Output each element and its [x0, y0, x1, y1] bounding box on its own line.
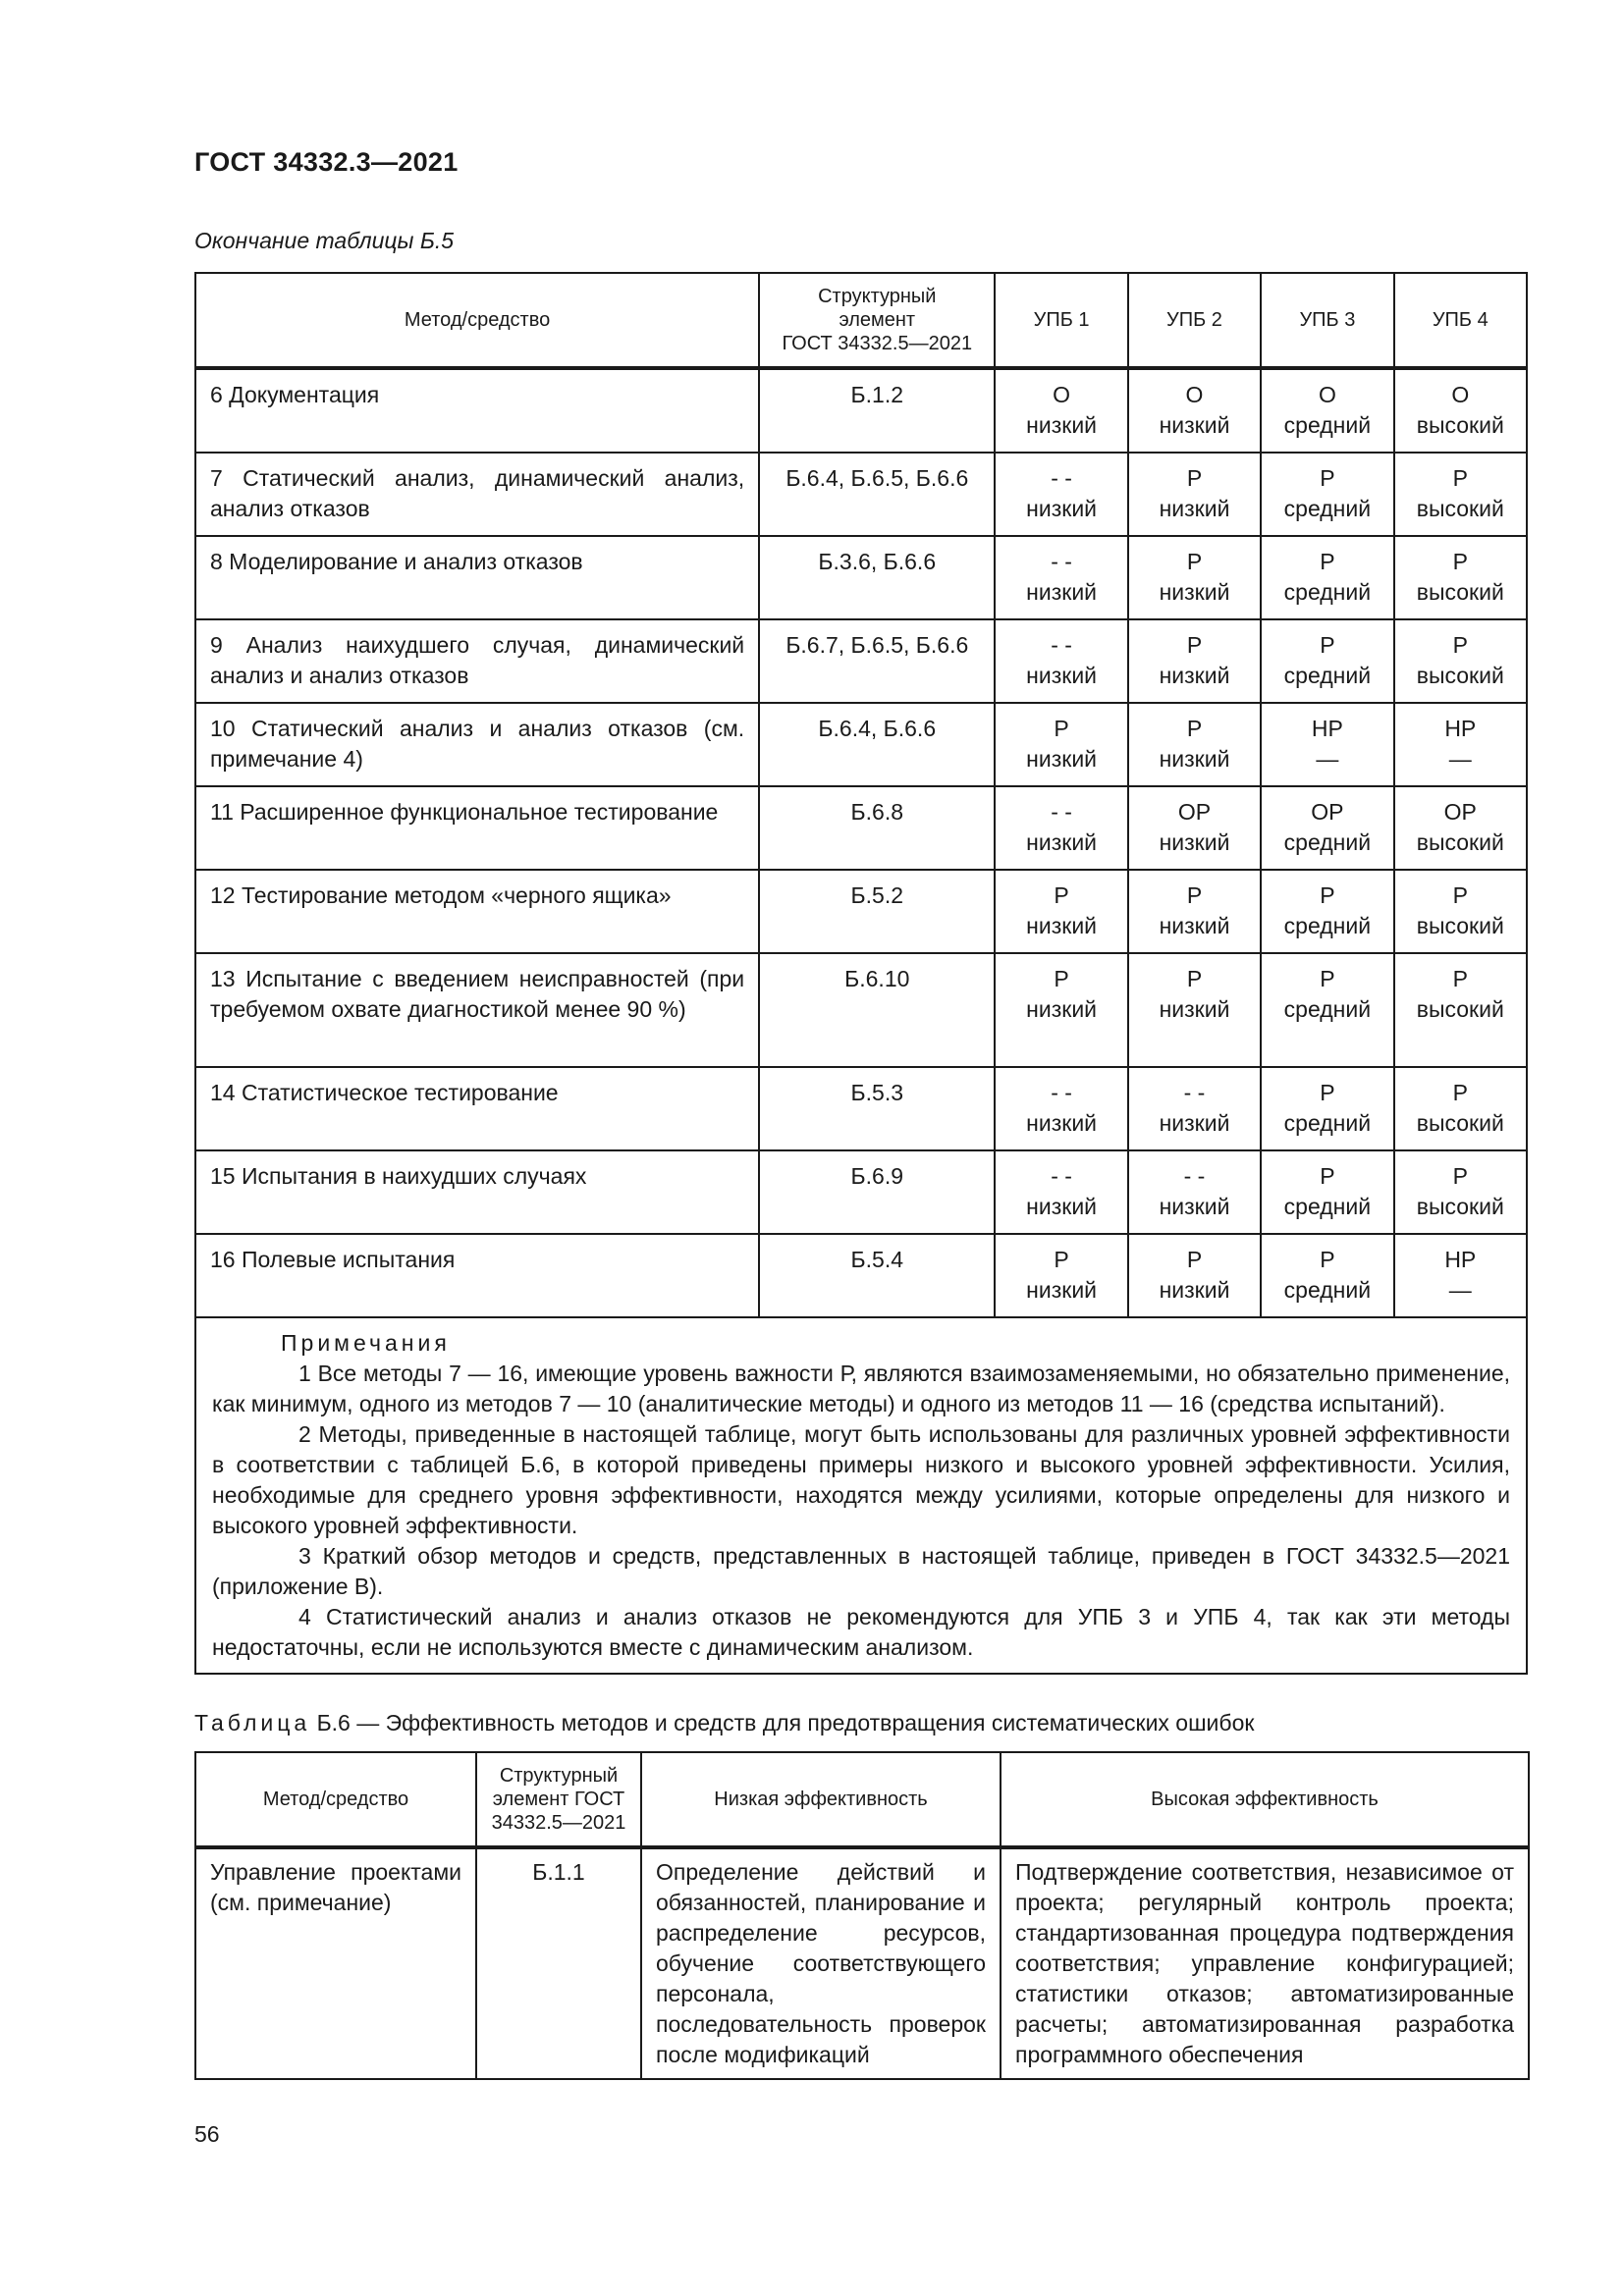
upb3-cell [1261, 1150, 1393, 1234]
importance-level: Р [1320, 465, 1335, 491]
method-cell: 15 Испытания в наихудших случаях [195, 1150, 759, 1234]
upb1-cell [995, 786, 1127, 870]
importance-level: - - [1051, 799, 1072, 825]
effectiveness-level: низкий [1026, 913, 1098, 938]
importance-level: Р [1054, 966, 1069, 991]
upb2-cell [1128, 368, 1261, 453]
upb1-cell [995, 536, 1127, 619]
importance-level: Р [1452, 1163, 1468, 1189]
column-header-method: Метод/средство [195, 273, 759, 368]
method-cell: 6 Документация [195, 368, 759, 453]
effectiveness-level: низкий [1026, 1277, 1098, 1303]
importance-level: Р [1452, 549, 1468, 574]
upb4-cell [1394, 1234, 1527, 1317]
importance-level: Р [1452, 882, 1468, 908]
upb1-cell [995, 953, 1127, 1067]
upb1-cell [995, 368, 1127, 453]
effectiveness-level: низкий [1159, 746, 1230, 772]
effectiveness-level: средний [1283, 579, 1372, 605]
effectiveness-level: средний [1283, 913, 1372, 938]
element-cell: Б.6.8 [759, 786, 995, 870]
importance-level: Р [1054, 1247, 1069, 1272]
effectiveness-level: — [1448, 1277, 1472, 1303]
upb1-cell [995, 453, 1127, 536]
importance-level: Р [1054, 882, 1069, 908]
table-continuation-caption: Окончание таблицы Б.5 [194, 228, 455, 253]
element-cell: Б.1.2 [759, 368, 995, 453]
table-row [195, 1067, 1527, 1150]
importance-level: Р [1452, 632, 1468, 658]
element-cell: Б.6.7, Б.6.5, Б.6.6 [759, 619, 995, 703]
effectiveness-level: низкий [1026, 996, 1098, 1022]
method-cell: 16 Полевые испытания [195, 1234, 759, 1317]
method-cell: 8 Моделирование и анализ отказов [195, 536, 759, 619]
upb4-cell [1394, 953, 1527, 1067]
upb3-cell [1261, 703, 1393, 786]
upb4-cell [1394, 870, 1527, 953]
element-cell: Б.5.2 [759, 870, 995, 953]
importance-level: ОР [1311, 799, 1344, 825]
upb1-cell [995, 1067, 1127, 1150]
importance-level: Р [1320, 966, 1335, 991]
upb3-cell [1261, 1067, 1393, 1150]
importance-level: НР [1311, 716, 1343, 741]
notes-title: Примечания [281, 1330, 451, 1356]
note-item: 4 Статистический анализ и анализ отказов не рекомендуются для УПБ 3 и УПБ 4, так как эти методы недостаточны, если не используются вместе с динамическим анализом. [212, 1604, 1510, 1660]
upb1-cell [995, 1150, 1127, 1234]
element-cell: Б.6.4, Б.6.6 [759, 703, 995, 786]
upb3-cell [1261, 1234, 1393, 1317]
importance-level: ОР [1177, 799, 1212, 825]
importance-level: Р [1186, 716, 1203, 741]
element-cell: Б.1.1 [476, 1847, 641, 2079]
column-header-element-line: ГОСТ 34332.5—2021 [782, 333, 973, 354]
method-cell: 9 Анализ наихудшего случая, динамический анализ и анализ отказов [195, 619, 759, 703]
effectiveness-level: высокий [1416, 913, 1504, 938]
effectiveness-level: средний [1283, 996, 1372, 1022]
element-cell: Б.6.10 [759, 953, 995, 1067]
table-b5-notes-row [195, 1317, 1527, 1674]
upb1-cell [995, 1234, 1127, 1317]
importance-level: Р [1186, 1247, 1203, 1272]
effectiveness-level: средний [1283, 663, 1372, 688]
effectiveness-level: высокий [1416, 579, 1504, 605]
effectiveness-level: средний [1283, 829, 1372, 855]
importance-level: Р [1186, 465, 1203, 491]
effectiveness-level: высокий [1416, 1110, 1504, 1136]
importance-level: О [1053, 382, 1071, 407]
upb4-cell [1394, 1150, 1527, 1234]
column-header-structural-element [759, 273, 995, 368]
note-item: 3 Краткий обзор методов и средств, представленных в настоящей таблице, приведен в ГОСТ 34332.5—2021 (приложение В). [212, 1543, 1510, 1599]
effectiveness-level: низкий [1159, 1194, 1230, 1219]
effectiveness-level: средний [1283, 496, 1372, 521]
note-item: 1 Все методы 7 — 16, имеющие уровень важности Р, являются взаимозаменяемыми, но обязательно применение, как минимум, одного из методов 7 — 10 (аналитические методы) и одного из методов 11 — 16 (средства испытаний). [212, 1361, 1510, 1416]
importance-level: ОР [1443, 799, 1477, 825]
element-cell: Б.5.4 [759, 1234, 995, 1317]
notes-cell [195, 1317, 1527, 1674]
column-header-high-effectiveness: Высокая эффективность [1001, 1752, 1529, 1847]
importance-level: - - [1051, 632, 1072, 658]
upb2-cell [1128, 536, 1261, 619]
effectiveness-level: низкий [1159, 1110, 1230, 1136]
importance-level: Р [1054, 716, 1069, 741]
upb2-cell [1128, 1150, 1261, 1234]
column-header-element-line: Структурный [818, 286, 937, 307]
table-row [195, 953, 1527, 1067]
method-cell: 12 Тестирование методом «черного ящика» [195, 870, 759, 953]
upb2-cell [1128, 786, 1261, 870]
importance-level: Р [1320, 1163, 1335, 1189]
table-b6-header-row [195, 1752, 1529, 1847]
upb2-cell [1128, 953, 1261, 1067]
importance-level: НР [1444, 1247, 1477, 1272]
table-b5 [194, 272, 1528, 1675]
effectiveness-level: низкий [1026, 579, 1098, 605]
table-b6 [194, 1751, 1530, 2080]
effectiveness-level: низкий [1159, 829, 1230, 855]
effectiveness-level: низкий [1159, 1277, 1230, 1303]
column-header-element-line: Структурный [499, 1765, 619, 1787]
upb4-cell [1394, 368, 1527, 453]
upb1-cell [995, 619, 1127, 703]
table-row [195, 786, 1527, 870]
element-cell: Б.6.9 [759, 1150, 995, 1234]
table-row [195, 1847, 1529, 2079]
importance-level: НР [1444, 716, 1477, 741]
upb1-cell [995, 870, 1127, 953]
upb3-cell [1261, 870, 1393, 953]
effectiveness-level: средний [1283, 412, 1372, 438]
upb4-cell [1394, 536, 1527, 619]
effectiveness-level: средний [1283, 1277, 1372, 1303]
method-cell: 10 Статический анализ и анализ отказов (см. примечание 4) [195, 703, 759, 786]
document-header: ГОСТ 34332.3—2021 [194, 147, 459, 177]
importance-level: Р [1186, 882, 1203, 908]
column-header-method: Метод/средство [195, 1752, 476, 1847]
effectiveness-level: — [1316, 746, 1339, 772]
effectiveness-level: низкий [1026, 746, 1098, 772]
table-row [195, 703, 1527, 786]
importance-level: Р [1320, 1080, 1335, 1105]
effectiveness-level: низкий [1159, 663, 1230, 688]
importance-level: Р [1186, 632, 1203, 658]
table-row [195, 870, 1527, 953]
upb1-cell [995, 703, 1127, 786]
table-b5-header-row [195, 273, 1527, 368]
effectiveness-level: низкий [1159, 913, 1230, 938]
effectiveness-level: низкий [1159, 412, 1230, 438]
column-header-structural-element [476, 1752, 641, 1847]
method-cell: 13 Испытание с введением неисправностей (при требуемом охвате диагностикой менее 90 %) [195, 953, 759, 1067]
upb2-cell [1128, 1234, 1261, 1317]
importance-level: Р [1320, 549, 1335, 574]
importance-level: - - [1051, 465, 1072, 491]
effectiveness-level: низкий [1026, 1194, 1098, 1219]
upb4-cell [1394, 453, 1527, 536]
importance-level: Р [1320, 1247, 1335, 1272]
effectiveness-level: низкий [1026, 663, 1098, 688]
importance-level: О [1318, 382, 1336, 407]
high-effectiveness-cell: Подтверждение соответствия, независимое от проекта; регулярный контроль проекта; стандартизованная процедура подтверждения соответствия; управление конфигурацией; статистики отказов; автоматизированные расчеты; автоматизированная разработка программного обеспечения [1001, 1847, 1529, 2079]
importance-level: Р [1320, 882, 1335, 908]
effectiveness-level: низкий [1026, 829, 1098, 855]
effectiveness-level: высокий [1416, 496, 1504, 521]
effectiveness-level: низкий [1026, 412, 1098, 438]
upb2-cell [1128, 870, 1261, 953]
effectiveness-level: низкий [1026, 496, 1098, 521]
method-cell: 7 Статический анализ, динамический анализ, анализ отказов [195, 453, 759, 536]
importance-level: Р [1452, 465, 1468, 491]
effectiveness-level: низкий [1159, 579, 1230, 605]
importance-level: - - [1183, 1163, 1206, 1189]
method-cell: Управление проектами (см. примечание) [195, 1847, 476, 2079]
upb4-cell [1394, 1067, 1527, 1150]
column-header-element-line: 34332.5—2021 [491, 1812, 626, 1834]
effectiveness-level: низкий [1159, 496, 1230, 521]
note-item: 2 Методы, приведенные в настоящей таблице, могут быть использованы для различных уровней эффективности в соответствии с таблицей Б.6, в которой приведены примеры низкого и высокого уровней эффективности. Усилия, необходимые для среднего уровня эффективности, находятся между усилиями, которые определены для низкого и высокого уровней эффективности. [212, 1421, 1510, 1538]
effectiveness-level: высокий [1416, 1194, 1504, 1219]
table-b6-caption-text: Б.6 — Эффективность методов и средств для предотвращения систематических ошибок [316, 1710, 1255, 1735]
effectiveness-level: средний [1283, 1194, 1372, 1219]
upb2-cell [1128, 619, 1261, 703]
effectiveness-level: высокий [1416, 996, 1504, 1022]
method-cell: 11 Расширенное функциональное тестирование [195, 786, 759, 870]
upb2-cell [1128, 1067, 1261, 1150]
upb2-cell [1128, 703, 1261, 786]
upb3-cell [1261, 953, 1393, 1067]
importance-level: - - [1051, 1163, 1072, 1189]
importance-level: О [1451, 382, 1470, 407]
importance-level: - - [1051, 549, 1072, 574]
upb4-cell [1394, 619, 1527, 703]
importance-level: - - [1051, 1080, 1072, 1105]
importance-level: Р [1186, 966, 1203, 991]
upb3-cell [1261, 536, 1393, 619]
effectiveness-level: средний [1283, 1110, 1372, 1136]
method-cell: 14 Статистическое тестирование [195, 1067, 759, 1150]
importance-level: Р [1186, 549, 1203, 574]
effectiveness-level: высокий [1416, 829, 1504, 855]
page-number: 56 [194, 2121, 220, 2147]
effectiveness-level: высокий [1416, 412, 1504, 438]
column-header-upb3: УПБ 3 [1261, 273, 1393, 368]
effectiveness-level: низкий [1026, 1110, 1098, 1136]
column-header-element-line: элемент ГОСТ [492, 1789, 625, 1810]
column-header-upb4: УПБ 4 [1394, 273, 1527, 368]
table-row [195, 368, 1527, 453]
column-header-upb1: УПБ 1 [995, 273, 1127, 368]
element-cell: Б.5.3 [759, 1067, 995, 1150]
upb4-cell [1394, 703, 1527, 786]
table-row [195, 1234, 1527, 1317]
effectiveness-level: — [1448, 746, 1472, 772]
importance-level: Р [1452, 1080, 1468, 1105]
table-row [195, 619, 1527, 703]
column-header-low-effectiveness: Низкая эффективность [641, 1752, 1001, 1847]
table-row [195, 1150, 1527, 1234]
importance-level: О [1185, 382, 1204, 407]
element-cell: Б.3.6, Б.6.6 [759, 536, 995, 619]
table-b6-caption-word: Таблица [194, 1710, 311, 1735]
importance-level: - - [1183, 1080, 1206, 1105]
effectiveness-level: высокий [1416, 663, 1504, 688]
upb3-cell [1261, 786, 1393, 870]
upb3-cell [1261, 368, 1393, 453]
column-header-upb2: УПБ 2 [1128, 273, 1261, 368]
importance-level: Р [1452, 966, 1468, 991]
upb2-cell [1128, 453, 1261, 536]
low-effectiveness-cell: Определение действий и обязанностей, планирование и распределение ресурсов, обучение соответствующего персонала, последовательность проверок после модификаций [641, 1847, 1001, 2079]
upb3-cell [1261, 453, 1393, 536]
upb4-cell [1394, 786, 1527, 870]
column-header-element-line: элемент [839, 309, 916, 331]
table-row [195, 453, 1527, 536]
table-row [195, 536, 1527, 619]
importance-level: Р [1320, 632, 1335, 658]
upb3-cell [1261, 619, 1393, 703]
effectiveness-level: низкий [1159, 996, 1230, 1022]
element-cell: Б.6.4, Б.6.5, Б.6.6 [759, 453, 995, 536]
table-b6-caption [194, 1710, 1254, 1736]
